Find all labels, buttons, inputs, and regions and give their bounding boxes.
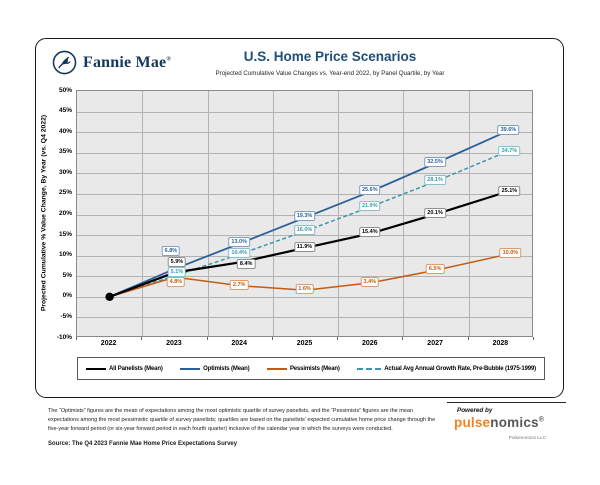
legend-item-optimists	[180, 366, 249, 372]
data-label-optimists-2027: 32.5%	[424, 157, 446, 167]
chart-title: U.S. Home Price Scenarios	[243, 49, 417, 64]
legend-swatch-actual	[357, 368, 381, 370]
brand-wordmark: Fannie Mae®	[83, 53, 172, 71]
y-tick-label: 5%	[62, 271, 72, 279]
y-tick-label: -5%	[60, 312, 72, 320]
x-axis-label: 2022	[100, 340, 117, 347]
data-label-pessimists-2024: 2.7%	[230, 280, 249, 290]
data-label-actual-2026: 21.9%	[359, 201, 381, 211]
source-note: Source: The Q4 2023 Fannie Mae Home Price Expectations Survey	[48, 441, 238, 447]
data-label-all-2028: 25.1%	[499, 186, 521, 196]
data-label-all-2027: 20.1%	[424, 208, 446, 218]
origin-point-dot	[105, 293, 113, 301]
x-axis-label: 2028	[492, 340, 509, 347]
x-axis-label: 2024	[231, 340, 247, 347]
data-label-optimists-2025: 19.3%	[294, 211, 316, 221]
legend-label: Actual Avg Annual Growth Rate, Pre-Bubble (1975-1999)	[384, 365, 536, 372]
y-tick-label: 40%	[58, 127, 72, 135]
data-label-optimists-2023: 6.8%	[162, 246, 181, 256]
y-tick-label: 10%	[58, 251, 72, 259]
pulsenomics-logo-part1: pulse	[454, 415, 491, 430]
legend-swatch-pessimists	[267, 368, 287, 370]
axis-tick	[337, 337, 338, 340]
data-label-all-2024: 8.4%	[237, 259, 256, 269]
x-axis-label: 2023	[166, 340, 182, 347]
axis-tick	[272, 337, 273, 340]
registered-mark: ®	[166, 56, 172, 63]
y-tick-label: 30%	[58, 168, 72, 176]
axis-tick	[402, 337, 403, 340]
data-label-optimists-2028: 39.6%	[498, 125, 520, 135]
x-axis-label: 2025	[296, 340, 313, 347]
legend-label: Optimists (Mean)	[203, 365, 250, 372]
data-label-pessimists-2027: 6.5%	[426, 264, 445, 274]
y-tick-label: 0%	[62, 292, 72, 300]
y-tick-label: 50%	[58, 86, 72, 94]
data-label-pessimists-2028: 10.0%	[500, 248, 522, 258]
data-label-optimists-2024: 13.0%	[228, 237, 250, 247]
divider-line	[447, 402, 566, 403]
axis-tick	[76, 337, 77, 340]
axis-tick	[207, 337, 208, 340]
y-tick-label: 15%	[58, 230, 72, 238]
x-axis-label: 2026	[362, 340, 378, 347]
y-tick-label: 35%	[58, 148, 72, 156]
fannie-mae-logo-icon	[52, 50, 77, 75]
y-tick-label: 45%	[58, 107, 72, 115]
footnote: The “Optimists” figures are the mean of expectations among the most optimistic quartile of survey panelists, and the “Pessimists” figures are the mean expectations among the most pessimistic quartile of survey panelists; quartiles are based on the panelists’ expected cumulative home price change through the five-year forward period (or six-year forward period in each fourth quarter) inclusive of the calendar year in which the surveys were conducted.	[48, 408, 436, 433]
legend-label: Pessimists (Mean)	[289, 365, 340, 372]
legend	[77, 357, 545, 380]
data-label-actual-2023: 5.1%	[168, 267, 187, 277]
pulsenomics-registered-mark: ®	[538, 416, 545, 424]
y-tick-label: -10%	[56, 333, 72, 341]
data-label-pessimists-2026: 3.4%	[361, 277, 380, 287]
data-label-optimists-2026: 25.6%	[359, 185, 381, 195]
data-label-all-2023: 5.9%	[168, 257, 187, 267]
data-label-actual-2028: 34.7%	[499, 146, 521, 156]
legend-swatch-optimists	[180, 368, 200, 370]
data-label-all-2026: 15.4%	[359, 227, 381, 237]
data-label-pessimists-2025: 1.6%	[295, 284, 314, 294]
legend-label: All Panelists (Mean)	[109, 365, 163, 372]
powered-by-label: Powered by	[457, 407, 493, 414]
legend-item-all	[86, 366, 163, 372]
axis-tick	[468, 337, 469, 340]
y-tick-label: 20%	[58, 210, 72, 217]
legend-swatch-all	[86, 368, 106, 370]
legend-item-actual	[357, 366, 536, 372]
chart-subtitle: Projected Cumulative Value Changes vs. Year-end 2022, by Panel Quartile, by Year	[215, 70, 445, 77]
pulsenomics-logo	[454, 415, 544, 430]
data-label-actual-2024: 10.4%	[228, 248, 250, 258]
y-axis-title: Projected Cumulative % Value Change, By Year (vs. Q4 2022)	[40, 114, 48, 312]
data-label-all-2025: 11.9%	[294, 242, 315, 252]
data-label-actual-2027: 28.1%	[424, 175, 446, 185]
data-label-actual-2025: 16.0%	[294, 225, 316, 235]
x-axis-label: 2027	[427, 340, 443, 347]
axis-tick	[141, 337, 142, 340]
legend-item-pessimists	[267, 366, 340, 372]
y-tick-label: 25%	[58, 189, 72, 197]
axis-tick	[533, 337, 534, 340]
data-label-pessimists-2023: 4.8%	[167, 277, 186, 287]
pulsenomics-logo-part2: nomics	[490, 415, 539, 430]
pulsenomics-company: Pulsenomics LLC	[508, 436, 546, 441]
